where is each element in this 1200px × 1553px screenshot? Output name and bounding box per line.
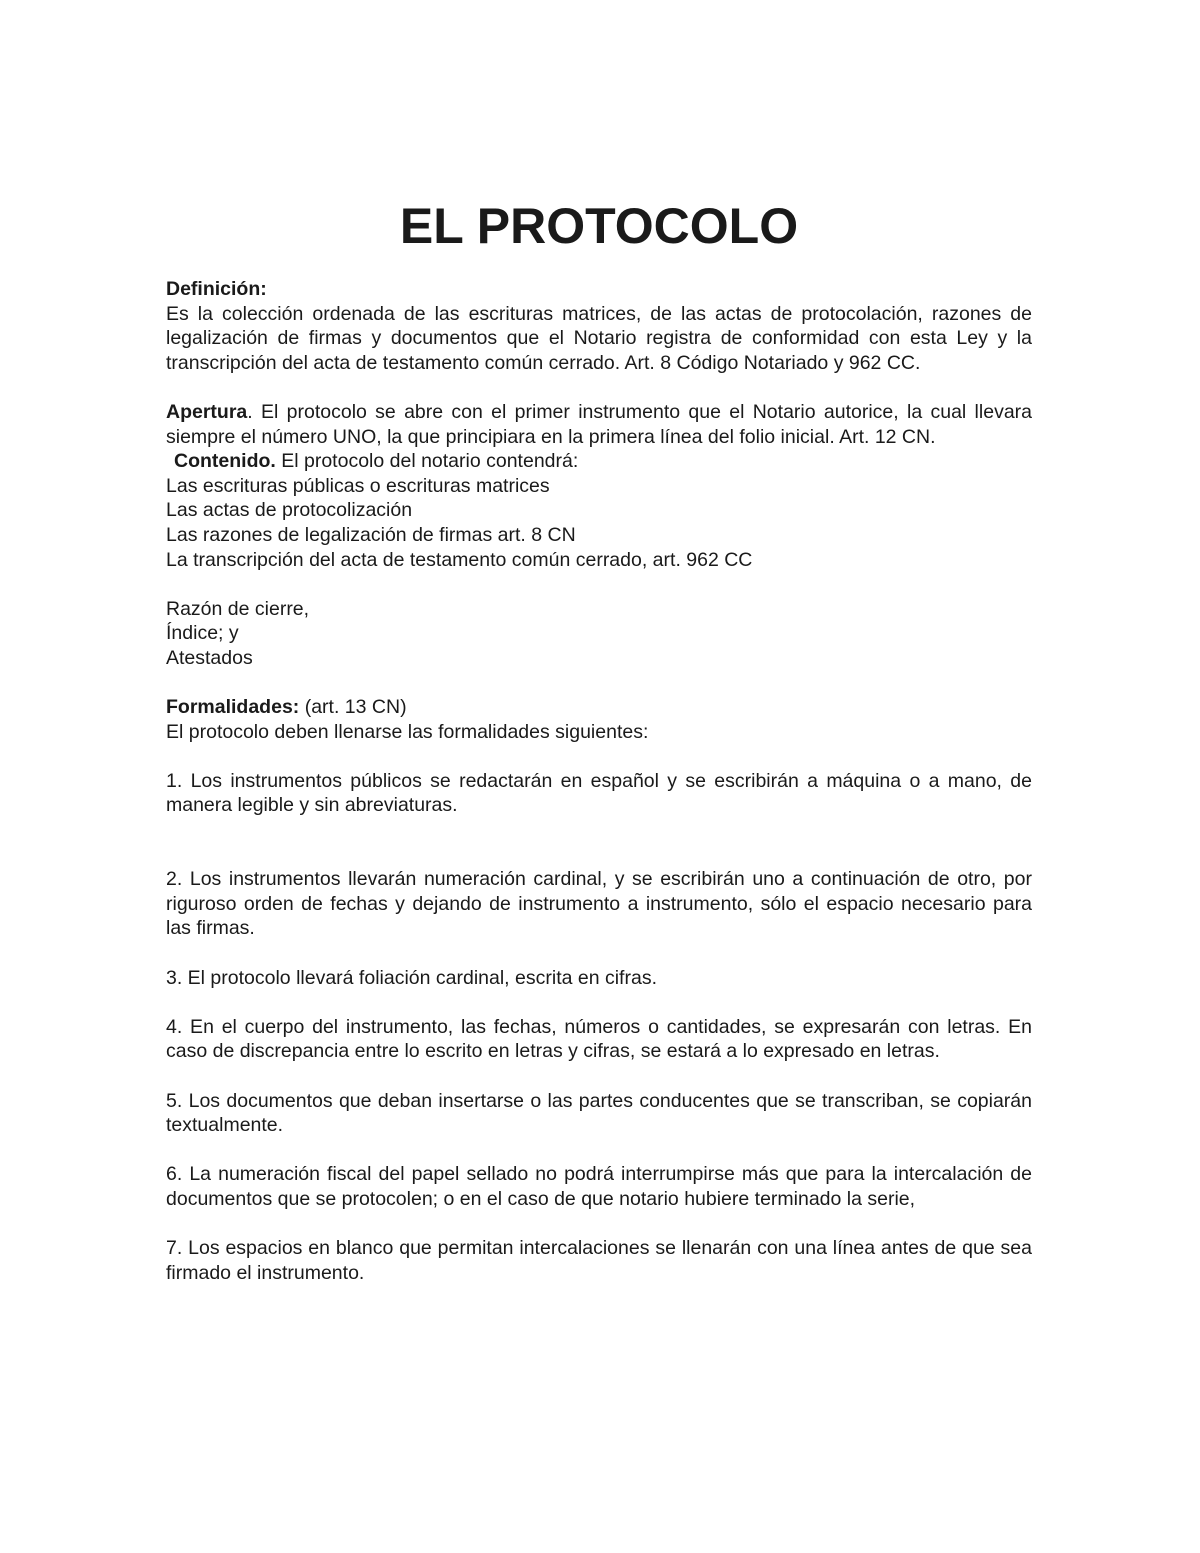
- definicion-text: Es la colección ordenada de las escrituras matrices, de las actas de protocolación, razones de legalización de firmas y documentos que el Notario registra de conformidad con esta Ley y la transcripción del acta de testamento común cerrado. Art. 8 Código Notariado y 962 CC.: [166, 302, 1032, 374]
- formalidad-item: 4. En el cuerpo del instrumento, las fechas, números o cantidades, se expresarán con letras. En caso de discrepancia entre lo escrito en letras y cifras, se estará a lo expresado en letras.: [166, 1015, 1032, 1063]
- formalidad-item: 2. Los instrumentos llevarán numeración cardinal, y se escribirán uno a continuación de otro, por riguroso orden de fechas y dejando de instrumento a instrumento, sólo el espacio necesario para las firmas.: [166, 868, 1032, 940]
- formalidad-item: 6. La numeración fiscal del papel sellado no podrá interrumpirse más que para la intercalación de documentos que se protocolen; o en el caso de que notario hubiere terminado la serie,: [166, 1163, 1032, 1210]
- document-page: [166, 0, 1032, 1553]
- definicion-heading: [166, 277, 1032, 302]
- list-item: Atestados: [166, 646, 253, 669]
- list-item: Razón de cierre,: [166, 597, 310, 620]
- formalidad-item: 7. Los espacios en blanco que permitan intercalaciones se llenarán con una línea antes de que sea firmado el instrumento.: [166, 1237, 1032, 1284]
- document-title: EL PROTOCOLO: [399, 198, 799, 254]
- contenido-label: Contenido.: [174, 450, 276, 473]
- list-item: La transcripción del acta de testamento común cerrado, art. 962 CC: [166, 548, 753, 571]
- list-item: Las actas de protocolización: [166, 499, 413, 522]
- document-body: [166, 277, 1032, 1285]
- formalidad-item: 1. Los instrumentos públicos se redactarán en español y se escribirán a máquina o a mano, de manera legible y sin abreviaturas.: [166, 769, 1032, 817]
- contenido-paragraph: [166, 449, 1032, 474]
- list-item: Índice; y: [166, 622, 239, 645]
- formalidades-label: Formalidades:: [166, 696, 300, 719]
- formalidad-item: 3. El protocolo llevará foliación cardinal, escrita en cifras.: [166, 966, 657, 989]
- apertura-label: Apertura: [166, 400, 248, 423]
- apertura-paragraph: [166, 400, 1032, 449]
- formalidades-intro: El protocolo deben llenarse las formalidades siguientes:: [166, 720, 649, 743]
- list-item: Las escrituras públicas o escrituras matrices: [166, 474, 550, 497]
- list-item: Las razones de legalización de firmas art. 8 CN: [166, 523, 576, 546]
- contenido-text: El protocolo del notario contendrá:: [275, 450, 579, 473]
- apertura-text: . El protocolo se abre con el primer instrumento que el Notario autorice, la cual llevara siempre el número UNO, la que principiara en la primera línea del folio inicial. Art. 12 CN.: [166, 400, 1032, 448]
- formalidades-heading: [166, 695, 1032, 720]
- formalidades-ref: (art. 13 CN): [299, 696, 407, 719]
- formalidad-item: 5. Los documentos que deban insertarse o las partes conducentes que se transcriban, se copiarán textualmente.: [166, 1089, 1032, 1137]
- definicion-label: Definición:: [166, 278, 267, 300]
